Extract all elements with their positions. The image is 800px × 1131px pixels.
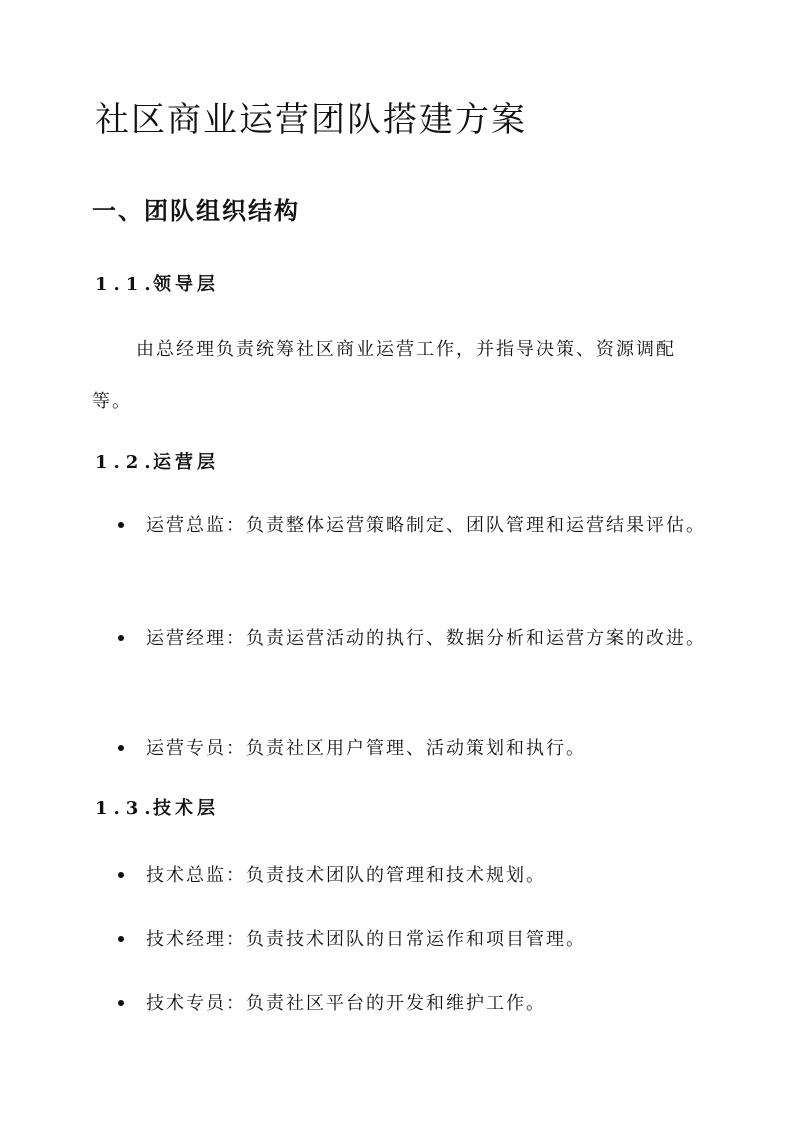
document-title: 社区商业运营团队搭建方案 bbox=[95, 100, 527, 140]
list-item-technology-manager bbox=[118, 914, 708, 966]
subsection-title: 领导层 bbox=[153, 274, 219, 295]
subsection-heading-technology bbox=[95, 795, 219, 823]
list-item-operations-director bbox=[118, 500, 708, 552]
section-heading-team-structure: 一、团队组织结构 bbox=[92, 196, 300, 225]
bullet-icon bbox=[118, 635, 124, 641]
subsection-title: 技术层 bbox=[153, 798, 219, 819]
list-item-operations-specialist bbox=[118, 723, 708, 775]
subsection-heading-leadership bbox=[95, 271, 219, 299]
list-item-technology-director bbox=[118, 850, 708, 902]
list-item-text: 运营经理：负责运营活动的执行、数据分析和运营方案的改进。 bbox=[146, 628, 706, 649]
list-item-operations-manager bbox=[118, 613, 708, 665]
bullet-icon bbox=[118, 1000, 124, 1006]
list-item-technology-specialist bbox=[118, 978, 708, 1030]
subsection-number: 1.1. bbox=[95, 274, 157, 295]
bullet-icon bbox=[118, 872, 124, 878]
bullet-icon bbox=[118, 522, 124, 528]
list-item-text: 运营专员：负责社区用户管理、活动策划和执行。 bbox=[146, 738, 586, 759]
list-item-text: 技术总监：负责技术团队的管理和技术规划。 bbox=[146, 865, 546, 886]
list-item-text: 运营总监：负责整体运营策略制定、团队管理和运营结果评估。 bbox=[146, 515, 706, 536]
list-item-text: 技术专员：负责社区平台的开发和维护工作。 bbox=[146, 993, 546, 1014]
subsection-heading-operations bbox=[95, 449, 219, 477]
leadership-paragraph: 由总经理负责统筹社区商业运营工作，并指导决策、资源调配等。 bbox=[92, 339, 676, 412]
subsection-number: 1.3. bbox=[95, 798, 157, 819]
subsection-title: 运营层 bbox=[153, 452, 219, 473]
subsection-number: 1.2. bbox=[95, 452, 157, 473]
list-item-text: 技术经理：负责技术团队的日常运作和项目管理。 bbox=[146, 929, 586, 950]
bullet-icon bbox=[118, 936, 124, 942]
bullet-icon bbox=[118, 745, 124, 751]
